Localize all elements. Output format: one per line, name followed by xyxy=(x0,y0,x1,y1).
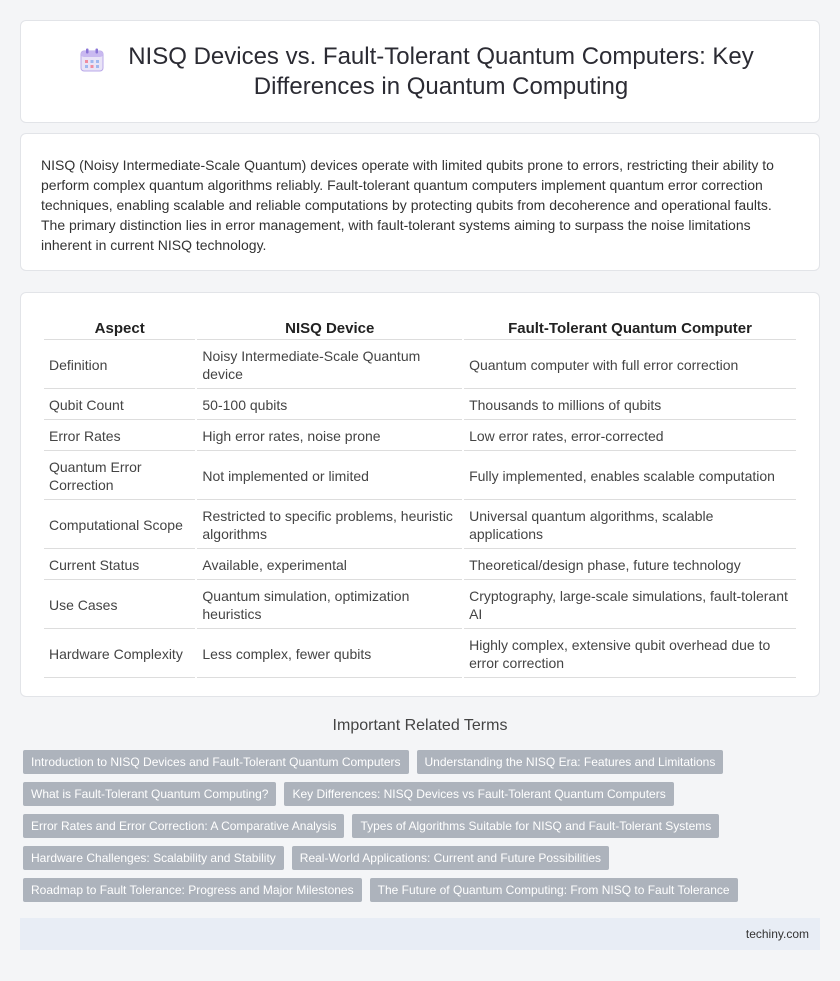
table-cell: Fully implemented, enables scalable computation xyxy=(464,453,796,500)
table-cell: Hardware Complexity xyxy=(44,631,195,678)
table-cell: Noisy Intermediate-Scale Quantum device xyxy=(197,342,462,389)
related-terms-heading: Important Related Terms xyxy=(332,717,508,734)
related-term-link[interactable]: Types of Algorithms Suitable for NISQ and Fault-Tolerant Systems xyxy=(352,814,719,838)
table-row xyxy=(44,502,796,549)
table-row xyxy=(44,631,796,678)
table-cell: Universal quantum algorithms, scalable applications xyxy=(464,502,796,549)
table-cell: Available, experimental xyxy=(197,551,462,580)
related-term-link[interactable]: Understanding the NISQ Era: Features and Limitations xyxy=(417,750,724,774)
related-term-link[interactable]: Real-World Applications: Current and Future Possibilities xyxy=(292,846,609,870)
table-cell: Not implemented or limited xyxy=(197,453,462,500)
column-header-fault-tolerant: Fault-Tolerant Quantum Computer xyxy=(464,317,796,340)
table-row xyxy=(44,582,796,629)
table-row xyxy=(44,551,796,580)
table-row xyxy=(44,453,796,500)
comparison-table-card xyxy=(20,292,820,697)
table-row xyxy=(44,342,796,389)
related-terms-list xyxy=(23,750,823,910)
table-cell: Current Status xyxy=(44,551,195,580)
header-card xyxy=(20,20,820,123)
table-header-row xyxy=(44,317,796,340)
related-term-link[interactable]: Roadmap to Fault Tolerance: Progress and Major Milestones xyxy=(23,878,362,902)
table-cell: Thousands to millions of qubits xyxy=(464,391,796,420)
table-cell: Computational Scope xyxy=(44,502,195,549)
table-cell: Cryptography, large-scale simulations, fault-tolerant AI xyxy=(464,582,796,629)
related-term-link[interactable]: The Future of Quantum Computing: From NISQ to Fault Tolerance xyxy=(370,878,738,902)
column-header-nisq: NISQ Device xyxy=(197,317,462,340)
intro-paragraph: NISQ (Noisy Intermediate-Scale Quantum) devices operate with limited qubits prone to errors, restricting their ability to perform complex quantum algorithms reliably. Fault-tolerant quantum computers implement quantum error correction techniques, enabling scalable and reliable computations by protecting qubits from decoherence and operational faults. The primary distinction lies in error management, with fault-tolerant systems aiming to surpass the noise limitations inherent in current NISQ technology. xyxy=(41,157,774,253)
table-cell: Qubit Count xyxy=(44,391,195,420)
footer-site-link[interactable]: techiny.com xyxy=(745,927,809,941)
table-cell: Theoretical/design phase, future technology xyxy=(464,551,796,580)
related-term-link[interactable]: Introduction to NISQ Devices and Fault-Tolerant Quantum Computers xyxy=(23,750,409,774)
table-cell: Use Cases xyxy=(44,582,195,629)
table-cell: Restricted to specific problems, heuristic algorithms xyxy=(197,502,462,549)
table-cell: Error Rates xyxy=(44,422,195,451)
table-cell: Quantum simulation, optimization heuristics xyxy=(197,582,462,629)
table-cell: Highly complex, extensive qubit overhead due to error correction xyxy=(464,631,796,678)
column-header-aspect: Aspect xyxy=(44,317,195,340)
table-cell: Quantum Error Correction xyxy=(44,453,195,500)
table-cell: Definition xyxy=(44,342,195,389)
related-term-link[interactable]: Error Rates and Error Correction: A Comparative Analysis xyxy=(23,814,344,838)
table-cell: High error rates, noise prone xyxy=(197,422,462,451)
header xyxy=(70,42,770,102)
table-cell: Quantum computer with full error correction xyxy=(464,342,796,389)
footer xyxy=(20,918,820,950)
calendar-icon xyxy=(79,47,105,73)
table-row xyxy=(44,391,796,420)
related-term-link[interactable]: Hardware Challenges: Scalability and Stability xyxy=(23,846,284,870)
table-row xyxy=(44,422,796,451)
comparison-table xyxy=(42,315,798,680)
related-term-link[interactable]: What is Fault-Tolerant Quantum Computing? xyxy=(23,782,276,806)
page-title: NISQ Devices vs. Fault-Tolerant Quantum Computers: Key Differences in Quantum Computing xyxy=(128,42,754,100)
intro-card xyxy=(20,133,820,271)
table-cell: 50-100 qubits xyxy=(197,391,462,420)
related-term-link[interactable]: Key Differences: NISQ Devices vs Fault-Tolerant Quantum Computers xyxy=(284,782,673,806)
table-cell: Low error rates, error-corrected xyxy=(464,422,796,451)
table-cell: Less complex, fewer qubits xyxy=(197,631,462,678)
